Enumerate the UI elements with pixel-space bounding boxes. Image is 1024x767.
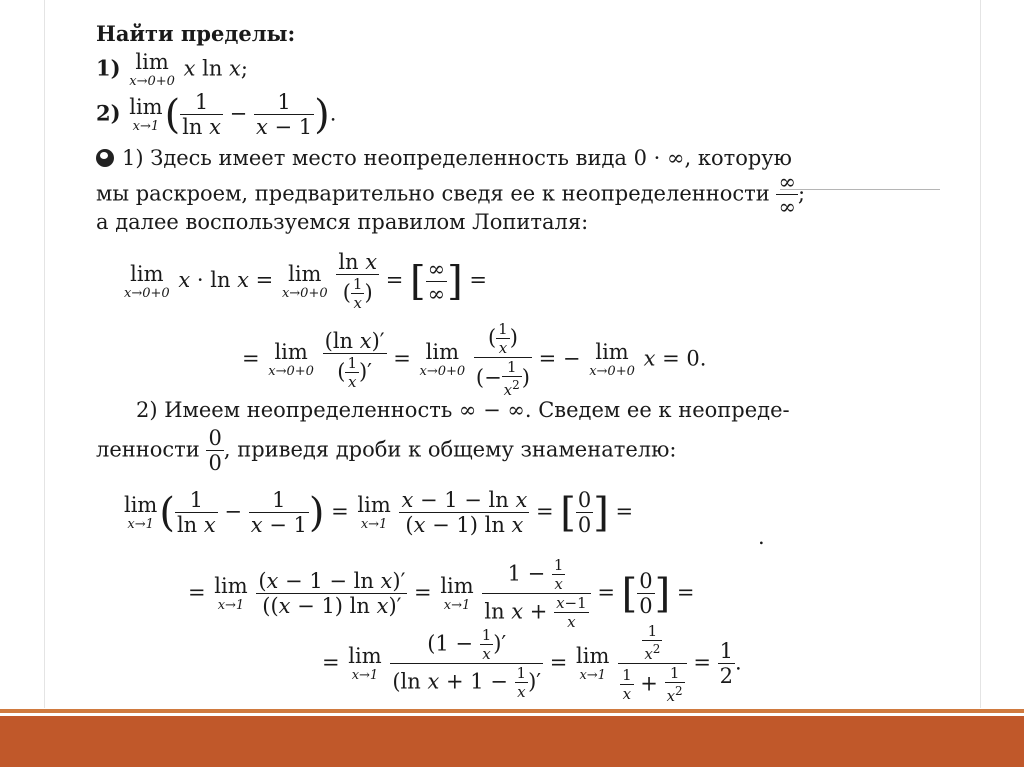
solution-2-line-1: 2) Имеем неопределенность ∞ − ∞. Сведем ее к неопреде- [136,398,790,422]
problem-1-number: 1) [96,55,121,81]
solution-marker-icon [96,149,114,167]
equation-1-line-2: = lim x→0+0 (ln x)′ ( $\frac{1}{x}$ )′ = lim x→0+0 ( $\frac{1}{x}$ ) (− $\frac{1}{x^2}$ ) = − lim x→0+0 x = 0. [242,320,707,399]
solution-2-line-2: ленности $\frac{0}{0}$ , приведя дроби к общему знаменателю: [96,426,677,475]
heading: Найти пределы: [96,21,296,46]
right-margin-rule [980,0,981,708]
solution-1-line-2: мы раскроем, предварительно сведя ее к неопределенности ∞ ∞ ; [96,170,806,219]
solution-1-line-3: а далее воспользуемся правилом Лопиталя: [96,210,589,234]
footer-accent-line [0,709,1024,713]
stray-dot: . [758,525,765,549]
problem-1: 1) lim x→0+0 x ln x; [96,50,248,89]
equation-1-line-1: lim x→0+0 x · ln x = lim x→0+0 ln x ( $\frac{1}{x}$ ) = [ ∞ ∞ ] = [124,250,488,312]
problem-2-limit: lim x→1 [129,95,163,134]
zero-over-zero: $\frac{0}{0}$ [208,426,222,475]
problem-1-limit: lim x→0+0 [129,50,175,89]
equation-2-line-2: = lim x→1 $\frac{\text{(x − 1 − ln x)′}}{\text{((x − 1) ln x)′}}$ = lim x→1 1 − $\frac{1}{x}$ ln x + $\frac{x-1}{x}$ = [ $\frac{0}{0}$ ] = [188,556,695,631]
footer-bar [0,716,1024,767]
infinity-over-infinity: ∞ ∞ [778,170,796,219]
solution-1-line-1: 1) Здесь имеет место неопределенность вида 0 · ∞, которую [96,146,792,170]
problem-2: 2) lim x→1 ( $\frac{1}{\text{ln x}}$ − $\frac{1}{x - 1}$ ). [96,90,337,139]
problem-2-number: 2) [96,100,121,126]
equation-2-line-3: = lim x→1 (1 − $\frac{1}{x}$ )′ (ln x + 1 − $\frac{1}{x}$ )′ = lim x→1 $\frac{1}{x^2}$ $\frac{1}{x}$ + $\frac{1}{x^2}$ = $\frac{1}{2}$ . [322,622,742,705]
equation-2-line-1: lim x→1 ( $\frac{1}{\text{ln x}}$ − $\frac{1}{x - 1}$ ) = lim x→1 $\frac{\text{x − 1 − ln x}}{\text{(x − 1) ln x}}$ = [ $\frac{0}{0}$ ] = [124,488,634,537]
left-margin-rule [44,0,45,708]
